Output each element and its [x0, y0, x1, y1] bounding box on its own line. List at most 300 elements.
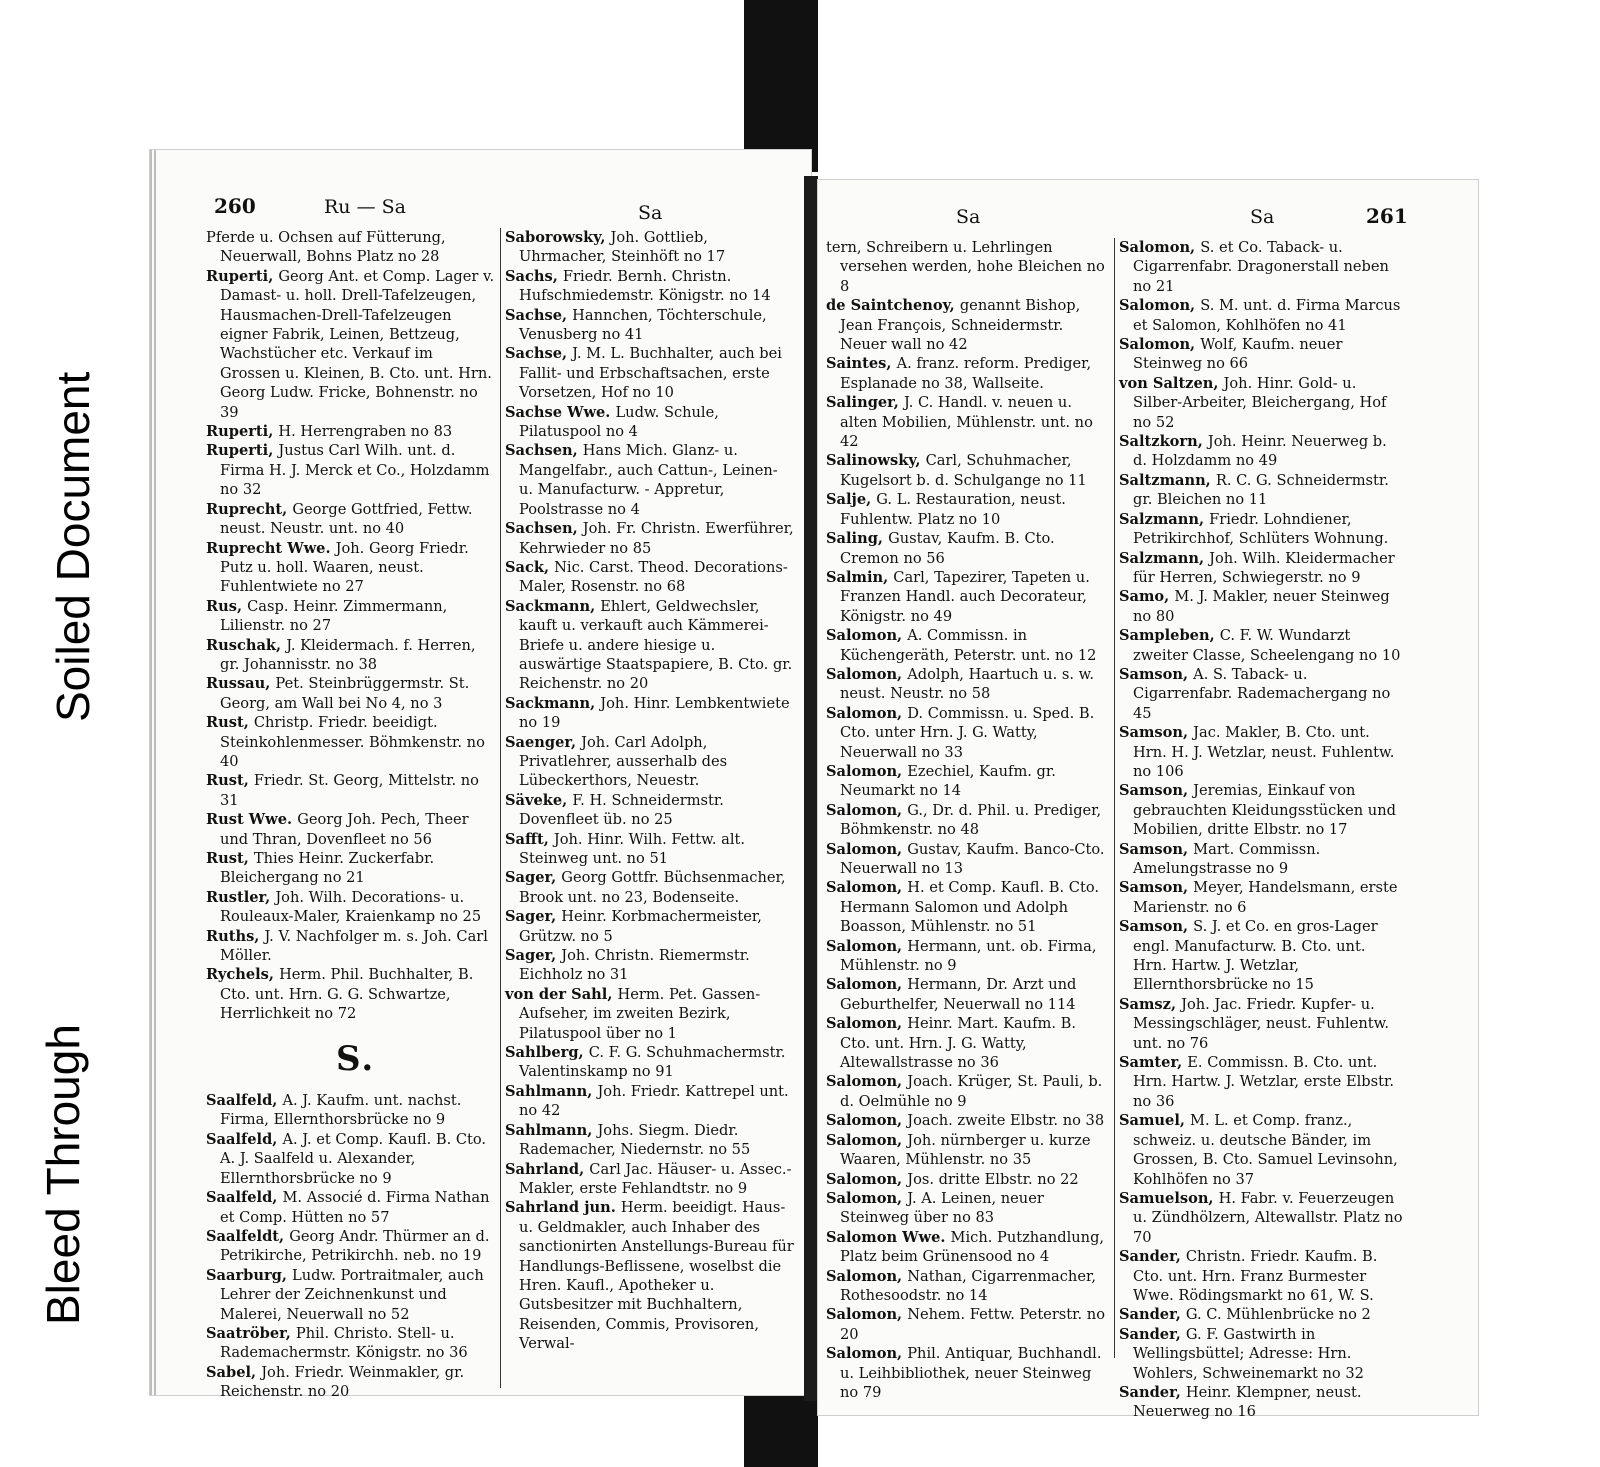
directory-entry [1119, 1247, 1403, 1305]
entry-name: Sager, [505, 869, 562, 887]
entry-name: von der Sahl, [505, 985, 618, 1003]
directory-entry [1119, 1305, 1403, 1324]
directory-entry [1119, 549, 1403, 588]
right-column-1 [826, 238, 1110, 1402]
entry-name: Ruperti, [206, 267, 279, 285]
bleed-through-label: Bleed Through [37, 1024, 89, 1325]
entry-text: Casp. Heinr. Zimmermann, Lilienstr. no 27 [220, 597, 448, 635]
entry-name: Rustler, [206, 888, 276, 906]
entry-name: Rust, [206, 714, 254, 732]
directory-entry [826, 975, 1110, 1014]
entry-text: G. F. Gastwirth in Wellingsbüttel; Adresse: Hrn. Wohlers, Schweinemarkt no 32 [1133, 1325, 1364, 1382]
entry-name: Salomon, [826, 840, 908, 858]
right-page [818, 180, 1478, 1421]
entry-name: Samuelson, [1119, 1189, 1219, 1207]
directory-entry [505, 306, 795, 345]
entry-name: Sander, [1119, 1325, 1186, 1343]
directory-entry [826, 568, 1110, 626]
entry-name: Salomon, [826, 1112, 908, 1130]
directory-entry [1119, 1325, 1403, 1383]
entry-text: M. L. et Comp. franz., schweiz. u. deutsche Bänder, im Grossen, B. Cto. Samuel Levinsohn, Kohlhöfen no 37 [1133, 1112, 1398, 1188]
entry-name: Saalfeldt, [206, 1227, 290, 1245]
directory-entry [826, 1014, 1110, 1072]
entry-text: C. F. G. Schuhmachermstr. Valentinskamp no 91 [519, 1044, 786, 1081]
entry-text: Joh. Hinr. Gold- u. Silber-Arbeiter, Bleichergang, Hof no 52 [1133, 374, 1387, 431]
entry-text: Joach. Krüger, St. Pauli, b. d. Oelmühle no 9 [840, 1073, 1103, 1110]
entry-name: Rust, [206, 772, 254, 790]
entry-text: Hermann, unt. ob. Firma, Mühlenstr. no 9 [840, 937, 1097, 975]
entry-name: Salomon, [826, 801, 908, 819]
entry-name: Salomon, [826, 665, 908, 683]
entry-name: Samuel, [1119, 1112, 1191, 1130]
entry-text: Carl, Tapezirer, Tapeten u. Franzen Handl. auch Decorateur, Königstr. no 49 [840, 568, 1090, 625]
entry-name: Russau, [206, 675, 276, 693]
directory-entry [826, 704, 1110, 762]
directory-entry [1119, 1189, 1403, 1247]
entry-name: Ruprecht, [206, 500, 293, 518]
entry-name: Sachs, [505, 267, 563, 285]
entry-name: Sachsen, [505, 442, 583, 460]
entry-text: Joh. Gottlieb, Uhrmacher, Steinhöft no 17 [519, 229, 726, 266]
entry-text: Joh. Wilh. Decorations- u. Rouleaux-Maler, Kraienkamp no 25 [220, 888, 482, 926]
directory-entry [505, 1198, 795, 1353]
directory-entry [505, 597, 795, 694]
entry-text: S. M. unt. d. Firma Marcus et Salomon, Kohlhöfen no 41 [1133, 297, 1401, 334]
entry-name: Samo, [1119, 588, 1175, 606]
directory-entry [1119, 471, 1403, 510]
directory-entry [206, 927, 496, 966]
entry-text: Joh. Christn. Riemermstr. Eichholz no 31 [519, 947, 750, 984]
entry-name: Samson, [1119, 918, 1194, 936]
entry-name: Sabel, [206, 1363, 262, 1381]
entry-text: J. A. Leinen, neuer Steinweg über no 83 [840, 1189, 1044, 1227]
entry-text: Jos. dritte Elbstr. no 22 [907, 1170, 1079, 1188]
entry-text: J. Kleidermach. f. Herren, gr. Johannisstr. no 38 [220, 636, 476, 673]
directory-entry [826, 937, 1110, 976]
entry-text: S. et Co. Taback- u. Cigarrenfabr. Dragonerstall neben no 21 [1133, 239, 1389, 295]
entry-text: Nehem. Fettw. Peterstr. no 20 [840, 1306, 1105, 1343]
entry-text: F. H. Schneidermstr. Dovenfleet üb. no 25 [519, 791, 724, 829]
book-binding-top [744, 0, 818, 172]
entry-text: Joh. Hinr. Lembkentwiete no 19 [519, 694, 790, 732]
directory-entry [505, 441, 795, 519]
entry-text: A. Commissn. in Küchengeräth, Peterstr. unt. no 12 [840, 627, 1097, 664]
entry-text: G. L. Restauration, neust. Fuhlentw. Platz no 10 [840, 491, 1066, 528]
entry-text: Hannchen, Töchterschule, Venusberg no 41 [519, 306, 767, 344]
entry-text: Georg Gottfr. Büchsenmacher, Brook unt. no 23, Bodenseite. [519, 869, 786, 906]
entry-name: Sackmann, [505, 597, 601, 615]
book-binding-bottom [744, 1392, 818, 1467]
entry-name: Salomon, [826, 762, 908, 780]
entry-name: Samter, [1119, 1054, 1188, 1072]
entry-name: Salzmann, [1119, 549, 1210, 567]
directory-entry [1119, 296, 1403, 335]
directory-entry [505, 267, 795, 306]
entry-text: Ludw. Schule, Pilatuspool no 4 [519, 403, 719, 441]
entry-name: de Saintchenoy, [826, 297, 960, 315]
entry-name: Safft, [505, 830, 554, 848]
directory-entry [206, 267, 496, 422]
directory-entry [826, 1228, 1110, 1267]
entry-name: Rus, [206, 597, 248, 615]
directory-entry [1119, 1383, 1403, 1422]
directory-entry [826, 878, 1110, 936]
entry-text: A. J. et Comp. Kaufl. B. Cto. A. J. Saalfeld u. Alexander, Ellernthorsbrücke no 9 [220, 1130, 487, 1187]
soiled-document-label: Soiled Document [47, 371, 99, 722]
entry-name: Salomon, [826, 1267, 908, 1285]
entry-text: Joh. Heinr. Neuerweg b. d. Holzdamm no 49 [1133, 433, 1387, 470]
entry-name: Rust Wwe. [206, 811, 298, 829]
entry-name: Sander, [1119, 1306, 1186, 1324]
entry-name: Salmin, [826, 568, 894, 586]
entry-text: J. M. L. Buchhalter, auch bei Fallit- und Erbschaftsachen, erste Vorsetzen, Hof no 10 [519, 345, 782, 402]
right-header-left: Sa [956, 206, 981, 228]
entry-name: Sampleben, [1119, 627, 1220, 645]
entry-name: Salomon Wwe. [826, 1228, 951, 1246]
entry-name: Salomon, [826, 1073, 908, 1091]
entry-name: Sachse, [505, 345, 573, 363]
directory-entry [1119, 626, 1403, 665]
section-letter: S. [336, 1038, 376, 1079]
entry-text: Hermann, Dr. Arzt und Geburthelfer, Neuerwall no 114 [840, 976, 1077, 1013]
directory-entry [206, 1324, 496, 1363]
directory-entry [1119, 1111, 1403, 1189]
entry-name: Sander, [1119, 1248, 1186, 1266]
entry-name: Saling, [826, 530, 889, 548]
entry-text: Heinr. Mart. Kaufm. B. Cto. unt. Hrn. J. G. Watty, Altewallstrasse no 36 [840, 1015, 1076, 1072]
entry-name: Salomon, [1119, 297, 1201, 315]
entry-text: Joh. Jac. Friedr. Kupfer- u. Messingschläger, neust. Fuhlentw. unt. no 76 [1133, 995, 1389, 1052]
entry-text: Heinr. Korbmachermeister, Grützw. no 5 [519, 908, 762, 945]
entry-text: Joh. Fr. Christn. Ewerführer, Kehrwieder no 85 [519, 520, 794, 557]
directory-entry [826, 1111, 1110, 1130]
entry-name: Saintes, [826, 355, 897, 373]
entry-name: Sachse Wwe. [505, 403, 616, 421]
directory-entry [206, 1188, 496, 1227]
directory-entry [505, 733, 795, 791]
entry-text: Carl Jac. Häuser- u. Assec.-Makler, erste Fehlandtstr. no 9 [519, 1160, 792, 1197]
entry-text: Jeremias, Einkauf von gebrauchten Kleidungsstücken und Mobilien, dritte Elbstr. no 17 [1133, 782, 1396, 839]
entry-text: Georg Andr. Thürmer an d. Petrikirche, Petrikirchh. neb. no 19 [220, 1227, 490, 1265]
entry-name: Salzmann, [1119, 510, 1210, 528]
directory-entry [206, 1130, 496, 1188]
entry-text: Pet. Steinbrüggermstr. St. Georg, am Wall bei No 4, no 3 [220, 675, 470, 712]
entry-text: G. C. Mühlenbrücke no 2 [1185, 1306, 1371, 1324]
entry-name: Sahlberg, [505, 1044, 589, 1062]
entry-name: Säveke, [505, 791, 573, 809]
directory-entry [505, 985, 795, 1043]
entry-name: Salomon, [826, 1015, 908, 1033]
directory-entry [1119, 995, 1403, 1053]
directory-entry [826, 1305, 1110, 1344]
directory-entry [1119, 335, 1403, 374]
directory-entry [826, 296, 1110, 354]
entry-name: Ruprecht Wwe. [206, 539, 336, 557]
directory-entry [1119, 840, 1403, 879]
directory-entry [505, 1160, 795, 1199]
entry-name: Salinowsky, [826, 452, 926, 470]
entry-name: Saalfeld, [206, 1130, 283, 1148]
entry-name: Salomon, [826, 704, 908, 722]
entry-name: Sager, [505, 908, 562, 926]
entry-text: Heinr. Klempner, neust. Neuerweg no 16 [1133, 1383, 1362, 1421]
directory-entry [206, 228, 496, 267]
entry-text: G., Dr. d. Phil. u. Prediger, Böhmkenstr. no 48 [840, 801, 1102, 839]
entry-name: Salje, [826, 491, 877, 509]
entry-text: A. franz. reform. Prediger, Esplanade no 38, Wallseite. [840, 355, 1092, 392]
directory-entry [206, 636, 496, 675]
entry-name: Sachse, [505, 306, 573, 324]
entry-text: Ezechiel, Kaufm. gr. Neumarkt no 14 [840, 762, 1056, 800]
entry-text: Joh. Carl Adolph, Privatlehrer, ausserhalb des Lübeckerthors, Neuestr. [519, 733, 728, 790]
entry-name: Salomon, [1119, 239, 1201, 256]
entry-text: George Gottfried, Fettw. neust. Neustr. unt. no 40 [220, 500, 473, 538]
entry-name: Sander, [1119, 1383, 1186, 1401]
directory-entry [505, 1121, 795, 1160]
directory-entry [826, 238, 1110, 296]
entry-text: Gustav, Kaufm. Banco-Cto. Neuerwall no 13 [840, 840, 1105, 877]
directory-entry [826, 801, 1110, 840]
entry-text: C. F. W. Wundarzt zweiter Classe, Scheelengang no 10 [1133, 627, 1401, 664]
entry-text: Thies Heinr. Zuckerfabr. Bleichergang no 21 [220, 850, 435, 887]
entry-name: Rust, [206, 850, 254, 867]
entry-name: Samson, [1119, 782, 1194, 800]
entry-name: Ruths, [206, 927, 265, 945]
entry-name: Ruperti, [206, 442, 279, 460]
entry-text: Herm. Phil. Buchhalter, B. Cto. unt. Hrn. G. G. Schwartze, Herrlichkeit no 72 [220, 966, 474, 1023]
directory-entry [505, 791, 795, 830]
directory-entry [826, 490, 1110, 529]
entry-text: Nic. Carst. Theod. Decorations-Maler, Rosenstr. no 68 [519, 558, 788, 596]
left-header-range: Ru — Sa [324, 196, 406, 218]
directory-entry [206, 713, 496, 771]
entry-text: Johs. Siegm. Diedr. Rademacher, Niedernstr. no 55 [519, 1121, 751, 1159]
entry-name: Sahrland jun. [505, 1199, 621, 1217]
entry-text: E. Commissn. B. Cto. unt. Hrn. Hartw. J. Wetzlar, erste Elbstr. no 36 [1133, 1054, 1394, 1110]
entry-text: Phil. Antiquar, Buchhandl. u. Leihbibliothek, neuer Steinweg no 79 [840, 1345, 1102, 1401]
directory-entry [206, 1363, 496, 1402]
directory-entry [206, 441, 496, 499]
directory-entry [505, 228, 795, 267]
entry-text: H. Herrengraben no 83 [278, 423, 453, 441]
entry-text: genannt Bishop, Jean François, Schneidermstr. Neuer wall no 42 [840, 297, 1081, 354]
entry-name: Samson, [1119, 724, 1194, 742]
entry-text: H. et Comp. Kaufl. B. Cto. Hermann Salomon und Adolph Boasson, Mühlenstr. no 51 [840, 879, 1100, 936]
entry-text: Nathan, Cigarrenmacher, Rothesoodstr. no 14 [840, 1267, 1096, 1304]
directory-entry [505, 344, 795, 402]
directory-entry [505, 403, 795, 442]
entry-name: Salomon, [826, 627, 908, 645]
entry-name: Saenger, [505, 733, 582, 751]
entry-text: M. Associé d. Firma Nathan et Comp. Hütten no 57 [220, 1189, 490, 1226]
directory-entry [826, 840, 1110, 879]
entry-name: Saatröber, [206, 1324, 296, 1342]
entry-name: Saalfeld, [206, 1189, 283, 1207]
left-column-1 [206, 228, 496, 1402]
directory-entry [505, 1082, 795, 1121]
entry-text: Christp. Friedr. beeidigt. Steinkohlenmesser. Böhmkenstr. no 40 [220, 714, 485, 770]
directory-entry [1119, 665, 1403, 723]
entry-text: Wolf, Kaufm. neuer Steinweg no 66 [1133, 336, 1343, 373]
entry-name: von Saltzen, [1119, 374, 1224, 392]
entry-text: A. S. Taback- u. Cigarrenfabr. Rademachergang no 45 [1133, 665, 1391, 722]
left-page-number: 260 [214, 194, 256, 218]
entry-text: Carl, Schuhmacher, Kugelsort b. d. Schulgange no 11 [840, 452, 1087, 489]
entry-name: Samson, [1119, 665, 1194, 683]
entry-name: Salomon, [826, 976, 908, 994]
entry-name: Salomon, [826, 1189, 908, 1207]
entry-name: Saborowsky, [505, 229, 611, 246]
right-column-2 [1114, 238, 1403, 1421]
directory-entry [826, 1344, 1110, 1402]
entry-name: Saltzkorn, [1119, 433, 1208, 451]
entry-text: tern, Schreibern u. Lehrlingen versehen werden, hohe Bleichen no 8 [826, 239, 1105, 295]
directory-entry [1119, 1053, 1403, 1111]
entry-name: Samsz, [1119, 995, 1182, 1013]
entry-name: Sachsen, [505, 520, 583, 538]
directory-entry [505, 946, 795, 985]
entry-text: Friedr. Lohndiener, Petrikirchhof, Schlüters Wohnung. [1133, 510, 1389, 548]
entry-text: Phil. Christo. Stell- u. Rademachermstr. Königstr. no 36 [220, 1324, 468, 1362]
entry-text: Christn. Friedr. Kaufm. B. Cto. unt. Hrn. Franz Burmester Wwe. Rödingsmarkt no 61, W. S. [1133, 1248, 1378, 1304]
entry-name: Sahrland, [505, 1160, 590, 1178]
entry-name: Rychels, [206, 966, 280, 984]
entry-text: H. Fabr. v. Feuerzeugen u. Zündhölzern, Altewallstr. Platz no 70 [1133, 1189, 1403, 1246]
entry-name: Sahlmann, [505, 1121, 598, 1139]
directory-entry [206, 500, 496, 539]
entry-name: Saalfeld, [206, 1092, 283, 1110]
directory-entry [505, 907, 795, 946]
directory-entry [206, 597, 496, 636]
entry-text: Ehlert, Geldwechsler, kauft u. verkauft auch Kämmerei-Briefe u. andere hiesige u. auswärtige Staatspapiere, B. Cto. gr. Reichenstr. no 20 [519, 597, 793, 693]
entry-text: Joh. Friedr. Weinmakler, gr. Reichenstr. no 20 [220, 1363, 465, 1401]
entry-text: Jac. Makler, B. Cto. unt. Hrn. H. J. Wetzlar, neust. Fuhlentw. no 106 [1133, 724, 1395, 780]
entry-name: Salomon, [826, 1170, 908, 1188]
entry-text: Herm. beeidigt. Haus- u. Geldmakler, auch Inhaber des sanctionirten Anstellungs-Bureau für Handlungs-Beflissene, woselbst die Hren. Kaufl., Apotheker u. Gutsbesitzer mit Buchhaltern, Reisenden, Commis, Provisoren, Verwal- [519, 1199, 794, 1353]
entry-name: Sager, [505, 947, 562, 965]
entry-text: Hans Mich. Glanz- u. Mangelfabr., auch Cattun-, Leinen- u. Manufacturw. - Appretur, Poolstrasse no 4 [519, 442, 778, 518]
entry-name: Salomon, [826, 1131, 908, 1149]
entry-text: Adolph, Haartuch u. s. w. neust. Neustr. no 58 [840, 665, 1095, 703]
directory-entry [206, 539, 496, 597]
right-header-right: Sa [1250, 206, 1275, 228]
entry-name: Ruschak, [206, 636, 287, 654]
directory-entry [826, 626, 1110, 665]
directory-entry [505, 830, 795, 869]
entry-text: R. C. G. Schneidermstr. gr. Bleichen no 11 [1133, 471, 1389, 509]
directory-entry [505, 519, 795, 558]
entry-text: Mart. Commissn. Amelungstrasse no 9 [1133, 840, 1321, 877]
entry-text: Joh. Georg Friedr. Putz u. holl. Waaren, neust. Fuhlentwiete no 27 [220, 539, 469, 596]
directory-entry [505, 1043, 795, 1082]
directory-entry [505, 694, 795, 733]
directory-entry [1119, 781, 1403, 839]
entry-text: Ludw. Portraitmaler, auch Lehrer der Zeichnenkunst und Malerei, Neuerwall no 52 [220, 1266, 484, 1323]
directory-entry [1119, 374, 1403, 432]
directory-entry [826, 451, 1110, 490]
directory-entry [826, 1170, 1110, 1189]
directory-entry [1119, 587, 1403, 626]
directory-entry [206, 422, 496, 441]
entry-name: Saarburg, [206, 1266, 293, 1284]
entry-text: Joh. Wilh. Kleidermacher für Herren, Schwiegerstr. no 9 [1133, 549, 1395, 586]
directory-entry [1119, 238, 1403, 296]
entry-text: J. V. Nachfolger m. s. Joh. Carl Möller. [220, 927, 488, 965]
directory-entry [1119, 917, 1403, 995]
directory-entry [826, 1131, 1110, 1170]
directory-entry [206, 1227, 496, 1266]
entry-name: Samson, [1119, 879, 1194, 897]
entry-name: Salomon, [826, 937, 908, 955]
entry-text: Joach. zweite Elbstr. no 38 [907, 1112, 1105, 1130]
left-header-right: Sa [638, 202, 663, 224]
entry-text: Friedr. St. Georg, Mittelstr. no 31 [220, 772, 479, 809]
entry-text: Pferde u. Ochsen auf Fütterung, Neuerwall, Bohns Platz no 28 [206, 229, 446, 266]
entry-text: A. J. Kaufm. unt. nachst. Firma, Ellernthorsbrücke no 9 [220, 1092, 462, 1129]
page-gutter [804, 176, 818, 1401]
right-page-number: 261 [1366, 204, 1408, 228]
entry-text: Justus Carl Wilh. unt. d. Firma H. J. Merck et Co., Holzdamm no 32 [220, 442, 490, 499]
directory-entry [826, 665, 1110, 704]
entry-text: Friedr. Bernh. Christn. Hufschmiedemstr. Königstr. no 14 [519, 267, 771, 305]
directory-entry [206, 810, 496, 849]
entry-text: Herm. Pet. Gassen-Aufseher, im zweiten Bezirk, Pilatuspool über no 1 [519, 985, 761, 1042]
left-column-2 [500, 228, 795, 1388]
directory-entry [826, 1189, 1110, 1228]
directory-entry [826, 529, 1110, 568]
directory-entry [206, 771, 496, 810]
directory-entry [826, 393, 1110, 451]
entry-name: Samson, [1119, 840, 1194, 858]
directory-entry [1119, 510, 1403, 549]
directory-entry [826, 1072, 1110, 1111]
directory-entry [1119, 878, 1403, 917]
directory-entry [206, 674, 496, 713]
entry-text: D. Commissn. u. Sped. B. Cto. unter Hrn. J. G. Watty, Neuerwall no 33 [840, 704, 1095, 761]
entry-name: Ruperti, [206, 423, 279, 441]
entry-name: Sack, [505, 558, 555, 576]
entry-name: Sackmann, [505, 694, 601, 712]
directory-entry [826, 1267, 1110, 1306]
entry-text: Joh. Hinr. Wilh. Fettw. alt. Steinweg unt. no 51 [519, 830, 746, 867]
entry-text: Georg Joh. Pech, Theer und Thran, Dovenfleet no 56 [220, 811, 469, 848]
directory-entry [206, 965, 496, 1023]
entry-text: S. J. et Co. en gros-Lager engl. Manufacturw. B. Cto. unt. Hrn. Hartw. J. Wetzlar, Ellernthorsbrücke no 15 [1133, 918, 1378, 994]
directory-entry [826, 762, 1110, 801]
entry-name: Salomon, [826, 879, 908, 897]
entry-name: Salomon, [826, 1345, 908, 1363]
left-page [150, 150, 811, 1401]
entry-name: Salinger, [826, 394, 904, 412]
entry-name: Salomon, [1119, 336, 1201, 354]
entry-name: Saltzmann, [1119, 471, 1216, 489]
directory-entry [206, 849, 496, 888]
directory-entry [206, 1266, 496, 1324]
entry-text: Mich. Putzhandlung, Platz beim Grünensood no 4 [840, 1228, 1105, 1266]
directory-entry [505, 868, 795, 907]
entry-text: Joh. Friedr. Kattrepel unt. no 42 [519, 1082, 789, 1120]
entry-text: Joh. nürnberger u. kurze Waaren, Mühlenstr. no 35 [840, 1131, 1091, 1169]
entry-name: Salomon, [826, 1306, 908, 1324]
directory-entry [1119, 432, 1403, 471]
entry-text: Gustav, Kaufm. B. Cto. Cremon no 56 [840, 530, 1055, 567]
directory-entry [206, 1091, 496, 1130]
directory-entry [1119, 723, 1403, 781]
directory-entry [505, 558, 795, 597]
entry-text: J. C. Handl. v. neuen u. alten Mobilien, Mühlenstr. unt. no 42 [840, 394, 1093, 451]
entry-text: Meyer, Handelsmann, erste Marienstr. no 6 [1133, 879, 1398, 916]
entry-text: M. J. Makler, neuer Steinweg no 80 [1133, 588, 1390, 625]
